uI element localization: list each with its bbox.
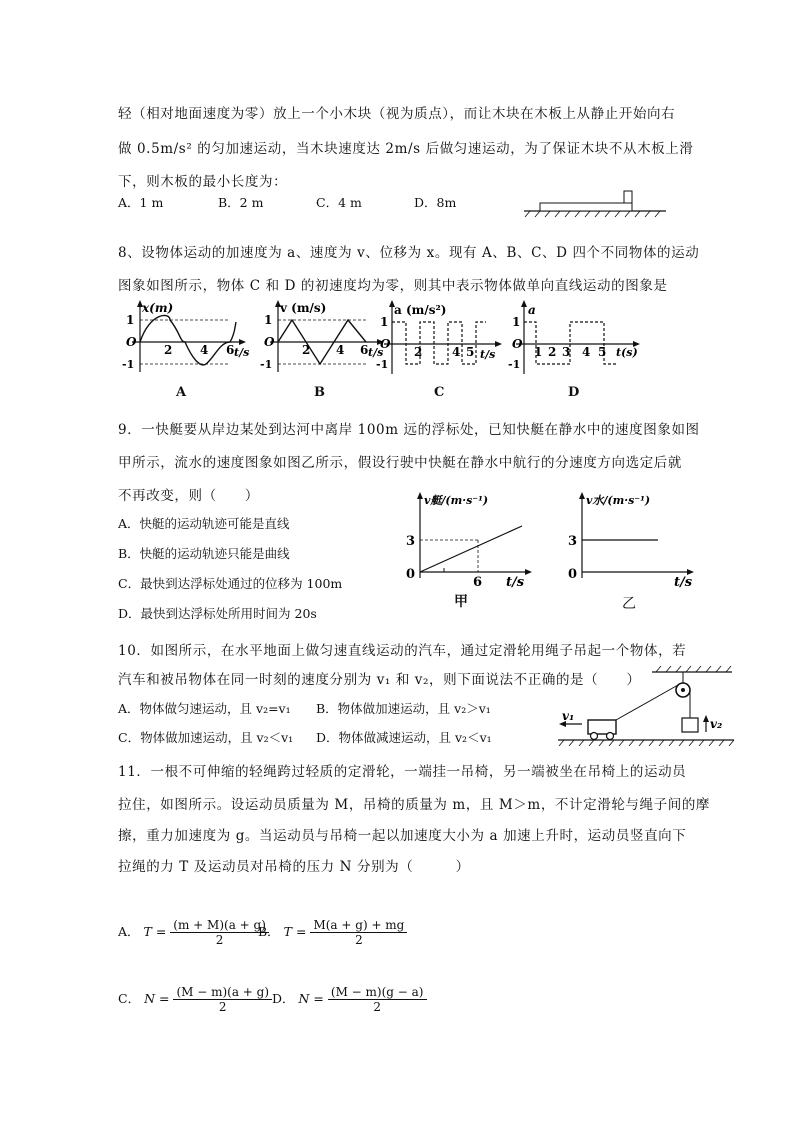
q8-graph-b-letter: B — [314, 385, 325, 400]
q10-option-d: D．物体做减速运动，且 v₂＜v₁ — [316, 730, 492, 745]
q11-b-letter: B． — [258, 924, 280, 939]
q9-jia-origin: 0 — [406, 567, 416, 582]
q10-v1-label: v₁ — [562, 709, 575, 723]
q7-option-c: C．4 m — [316, 195, 362, 210]
q8-b-xlabel: t/s — [368, 346, 384, 359]
q11-a-letter: A． — [118, 924, 140, 939]
q8-b-y1: 1 — [264, 313, 273, 327]
q8-a-tick-6: 6 — [226, 343, 235, 357]
q11-c-letter: C． — [118, 991, 141, 1006]
q9-yi-ylabel: v水/(m·s⁻¹) — [586, 494, 651, 507]
q8-line-2: 图象如图所示，物体 C 和 D 的初速度均为零，则其中表示物体做单向直线运动的图象是 — [118, 278, 668, 294]
q8-d-tick-1: 1 — [534, 345, 543, 359]
q11-d-lhs: N = — [298, 991, 324, 1006]
q9-jia-ylabel: v艇/(m·s⁻¹) — [424, 494, 489, 507]
q11-option-c — [118, 985, 272, 1014]
q11-line-1: 11．一根不可伸缩的轻绳跨过轻质的定滑轮，一端挂一吊椅，另一端被坐在吊椅上的运动员 — [118, 764, 687, 780]
q8-c-ylabel: a (m/s²) — [394, 303, 447, 317]
q11-a-numerator: (m + M)(a + g) — [170, 918, 269, 933]
q8-a-xlabel: t/s — [234, 346, 250, 359]
q9-line-1: 9．一快艇要从岸边某处到达河中离岸 100m 远的浮标处，已知快艇在静水中的速度图象如图 — [118, 422, 700, 438]
q8-b-ylabel: v (m/s) — [280, 301, 327, 315]
q11-d-fraction — [328, 985, 427, 1014]
q9-yi-ytick: 3 — [568, 534, 578, 549]
q8-d-tick-4: 4 — [582, 345, 591, 359]
q8-c-origin: O — [380, 337, 391, 351]
q9-line-3: 不再改变，则（ ） — [118, 488, 259, 504]
q10-line-1: 10．如图所示，在水平地面上做匀速直线运动的汽车，通过定滑轮用绳子吊起一个物体，若 — [118, 643, 687, 659]
q9-jia-xtick: 6 — [473, 575, 483, 588]
q7-option-d: D．8m — [414, 195, 457, 210]
q8-d-tick-2: 2 — [548, 345, 557, 359]
q11-b-numerator: M(a + g) + mg — [310, 918, 407, 933]
q8-a-y1: 1 — [126, 313, 135, 327]
q7-line-1: 轻（相对地面速度为零）放上一个小木块（视为质点），而让木块在木板上从静止开始向右 — [118, 106, 676, 122]
q9-line-2: 甲所示，流水的速度图象如图乙所示，假设行驶中快艇在静水中航行的分速度方向选定后就 — [118, 455, 682, 471]
q8-a-ylabel: x(m) — [142, 301, 174, 315]
q11-a-lhs: T = — [143, 924, 167, 939]
q8-d-origin: O — [512, 337, 523, 351]
q9-option-c: C．最快到达浮标处通过的位移为 100m — [118, 576, 343, 591]
q11-a-denominator: 2 — [215, 933, 224, 947]
q8-a-tick-2: 2 — [164, 343, 173, 357]
q9-option-a: A．快艇的运动轨迹可能是直线 — [118, 516, 290, 531]
q8-graph-a — [120, 298, 250, 378]
q10-option-b: B．物体做加速运动，且 v₂＞v₁ — [316, 701, 491, 716]
q10-option-c: C．物体做加速运动，且 v₂＜v₁ — [118, 730, 294, 745]
q8-c-tick-2: 2 — [414, 345, 423, 359]
q7-board-figure — [520, 185, 670, 219]
q7-line-2: 做 0.5m/s² 的匀加速运动，当木块速度达 2m/s 后做匀速运动，为了保证木块不从木板上滑 — [118, 141, 694, 157]
q8-c-yneg: -1 — [376, 358, 389, 371]
q11-option-a — [118, 918, 269, 947]
q7-line-3: 下，则木板的最小长度为： — [118, 174, 288, 190]
q8-line-1: 8、设物体运动的加速度为 a、速度为 v、位移为 x。现有 A、B、C、D 四个不同物体的运动 — [118, 245, 700, 261]
q9-yi-xlabel: t/s — [674, 575, 693, 588]
q11-d-numerator: (M − m)(g − a) — [328, 985, 427, 1000]
q8-graph-b — [258, 298, 388, 378]
q8-c-xlabel: t/s — [480, 348, 496, 361]
q11-a-fraction — [170, 918, 269, 947]
q8-b-tick-2: 2 — [302, 343, 311, 357]
q8-graph-c-letter: C — [434, 385, 445, 400]
q7-option-a: A．1 m — [118, 195, 164, 210]
q11-line-2: 拉住，如图所示。设运动员质量为 M，吊椅的质量为 m，且 M＞m，不计定滑轮与绳子间的摩 — [118, 797, 711, 813]
q8-c-tick-5: 5 — [466, 345, 475, 359]
q11-option-d — [272, 985, 427, 1014]
q9-caption-yi: 乙 — [622, 596, 636, 612]
q11-d-denominator: 2 — [373, 1000, 382, 1014]
q8-d-tick-3: 3 — [562, 345, 571, 359]
q11-d-letter: D． — [272, 991, 295, 1006]
q8-d-ylabel: a — [528, 303, 536, 317]
q8-graph-d-letter: D — [568, 385, 580, 400]
q7-option-b: B．2 m — [218, 195, 264, 210]
q8-a-yneg: -1 — [122, 358, 135, 371]
q8-a-tick-4: 4 — [200, 343, 209, 357]
q10-pulley-figure — [556, 664, 740, 746]
q8-d-y1: 1 — [512, 315, 521, 329]
q8-b-origin: O — [264, 335, 275, 349]
q9-yi-origin: 0 — [568, 567, 578, 582]
q8-c-y1: 1 — [380, 315, 389, 329]
q8-d-tick-5: 5 — [598, 345, 607, 359]
q9-jia-xlabel: t/s — [506, 575, 525, 588]
q10-v2-label: v₂ — [710, 717, 723, 731]
q8-b-tick-6: 6 — [360, 343, 369, 357]
q10-line-2: 汽车和被吊物体在同一时刻的速度分别为 v₁ 和 v₂，则下面说法不正确的是（ ） — [118, 672, 641, 688]
q10-option-a: A．物体做匀速运动，且 v₂=v₁ — [118, 701, 291, 716]
q8-graph-d — [508, 298, 648, 378]
q9-option-d: D．最快到达浮标处所用时间为 20s — [118, 606, 317, 621]
q11-line-4: 拉绳的力 T 及运动员对吊椅的压力 N 分别为（ ） — [118, 859, 470, 875]
q8-d-xlabel: t(s) — [616, 346, 638, 359]
q8-graph-a-letter: A — [176, 385, 187, 400]
q9-jia-ytick: 3 — [406, 534, 416, 549]
q8-d-yneg: -1 — [508, 358, 521, 371]
q8-graph-c — [376, 298, 506, 378]
q11-c-numerator: (M − m)(a + g) — [173, 985, 272, 1000]
q9-graph-yi — [558, 488, 698, 588]
q11-c-fraction — [173, 985, 272, 1014]
q11-c-denominator: 2 — [218, 1000, 227, 1014]
q9-option-b: B．快艇的运动轨迹只能是曲线 — [118, 546, 290, 561]
q11-option-b — [258, 918, 407, 947]
q8-a-origin: O — [126, 335, 137, 349]
q11-line-3: 擦，重力加速度为 g。当运动员与吊椅一起以加速度大小为 a 加速上升时，运动员竖直向下 — [118, 828, 687, 844]
q9-caption-jia: 甲 — [454, 594, 468, 610]
q11-b-lhs: T = — [283, 924, 307, 939]
q8-b-yneg: -1 — [260, 358, 273, 371]
q8-b-tick-4: 4 — [336, 343, 345, 357]
q8-c-tick-4: 4 — [452, 345, 461, 359]
q11-b-denominator: 2 — [355, 933, 363, 947]
q11-c-lhs: N = — [144, 991, 170, 1006]
q11-b-fraction — [310, 918, 407, 947]
q9-graph-jia — [396, 488, 536, 588]
